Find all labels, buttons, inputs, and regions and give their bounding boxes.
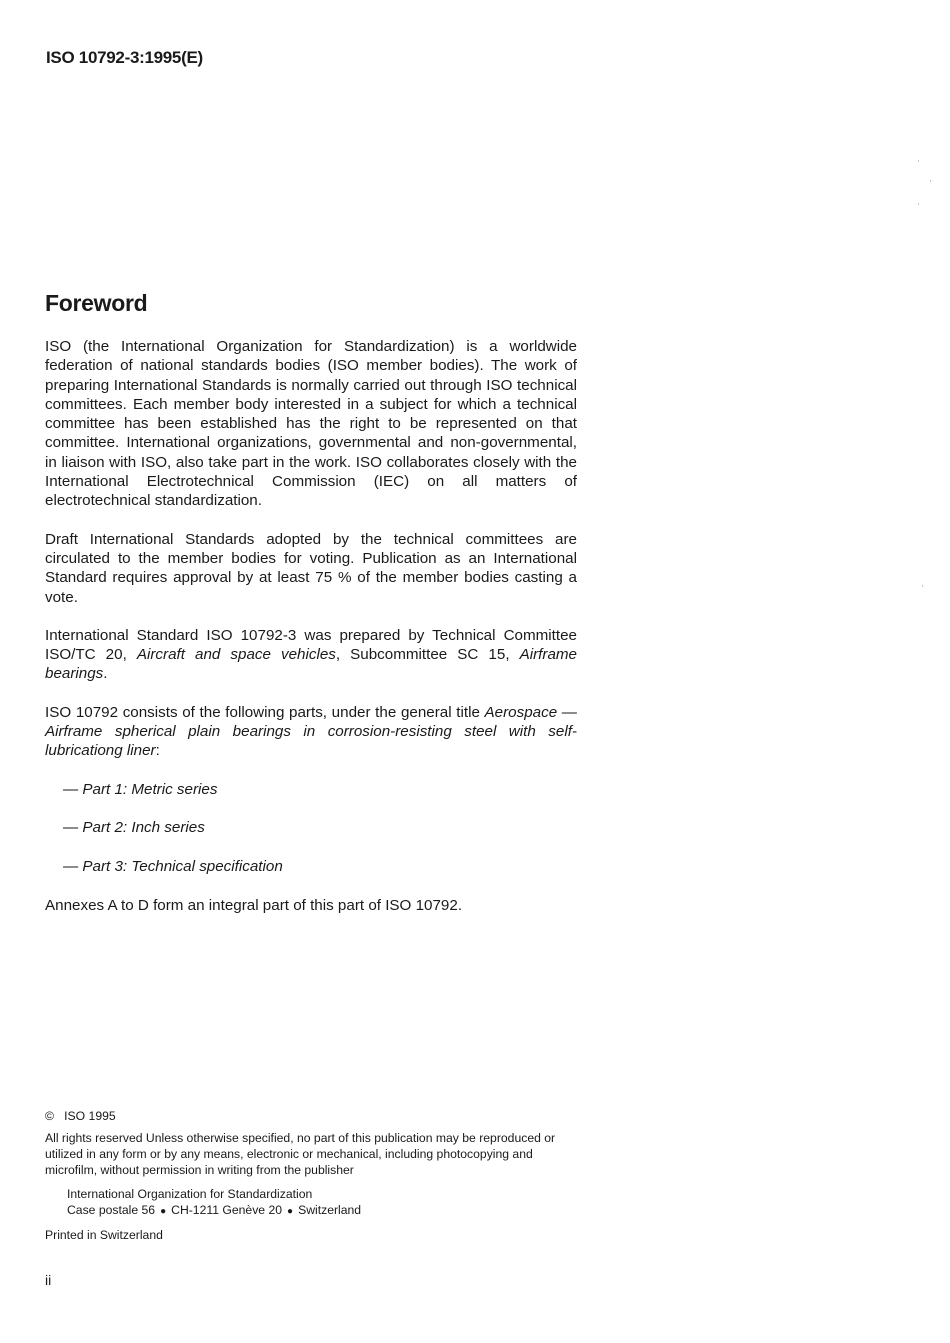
parts-intro-text: ISO 10792 consists of the following parts, under the general title bbox=[45, 703, 485, 721]
scan-speck bbox=[930, 180, 931, 182]
foreword-section bbox=[45, 290, 577, 934]
scan-speck bbox=[918, 160, 919, 162]
publisher-address bbox=[67, 1186, 585, 1220]
foreword-title: Foreword bbox=[45, 290, 148, 316]
foreword-paragraph-annexes: Annexes A to D form an integral part of this part of ISO 10792. bbox=[45, 896, 463, 914]
parts-list bbox=[45, 780, 577, 877]
address-postbox: Case postale 56 bbox=[67, 1203, 156, 1217]
list-item: — Part 3: Technical specification bbox=[63, 858, 283, 876]
rights-statement: All rights reserved Unless otherwise specified, no part of this publication may be reproduced or utilized in any form or by any means, electronic or mechanical, including photocopying and microfilm, without permission in writing from the publisher bbox=[45, 1131, 556, 1177]
preparation-text-pre: International Standard ISO 10792-3 was prepared by Technical Committee ISO/TC 20, bbox=[45, 626, 577, 664]
copyright-block bbox=[45, 1108, 585, 1243]
publisher-org: International Organization for Standardization bbox=[67, 1187, 313, 1201]
copyright-text: ISO 1995 bbox=[64, 1109, 116, 1123]
address-city: CH-1211 Genève 20 bbox=[171, 1203, 283, 1217]
list-item: — Part 2: Inch series bbox=[63, 819, 205, 837]
committee-title: Aircraft and space vehicles bbox=[136, 646, 336, 664]
scan-speck bbox=[918, 203, 919, 205]
page-number: ii bbox=[45, 1272, 52, 1288]
copyright-line bbox=[45, 1108, 585, 1124]
foreword-paragraph-preparation bbox=[45, 626, 577, 684]
document-identifier: ISO 10792-3:1995(E) bbox=[46, 48, 203, 67]
foreword-paragraph-parts-intro bbox=[45, 703, 577, 761]
subcommittee-title: Airframe bearings bbox=[45, 646, 577, 683]
preparation-text-end: . bbox=[103, 665, 108, 683]
foreword-paragraph-draft-standards: Draft International Standards adopted by the technical committees are circulated to the member bodies for voting. Publication as an International Standard requires approval by at least 75 % of the member bodies casting a vote. bbox=[45, 530, 577, 606]
scan-speck bbox=[922, 585, 923, 587]
address-country: Switzerland bbox=[298, 1203, 362, 1217]
parts-intro-end: : bbox=[155, 742, 160, 760]
copyright-icon: © bbox=[45, 1109, 54, 1123]
foreword-paragraph-iso-overview: ISO (the International Organization for Standardization) is a worldwide federation of national standards bodies (ISO member bodies). The work of preparing International Standards is normally carried out through ISO technical committees. Each member body interested in a subject for which a technical committee has been established has the right to be represented on that committee. International organizations, governmental and non-governmental, in liaison with ISO, also take part in the work. ISO collaborates closely with the International Electrotechnical Commission (IEC) on all matters of electrotechnical standardization. bbox=[45, 338, 577, 510]
bullet-icon: ● bbox=[160, 1206, 167, 1217]
general-title: Aerospace — Airframe spherical plain bearings in corrosion-resisting steel with self-lubricationg liner bbox=[45, 703, 577, 760]
preparation-text-mid: , Subcommittee SC 15, bbox=[335, 646, 520, 664]
list-item: — Part 1: Metric series bbox=[63, 780, 218, 798]
printed-in: Printed in Switzerland bbox=[45, 1228, 163, 1242]
bullet-icon: ● bbox=[287, 1206, 294, 1217]
publisher-postal bbox=[67, 1202, 585, 1220]
